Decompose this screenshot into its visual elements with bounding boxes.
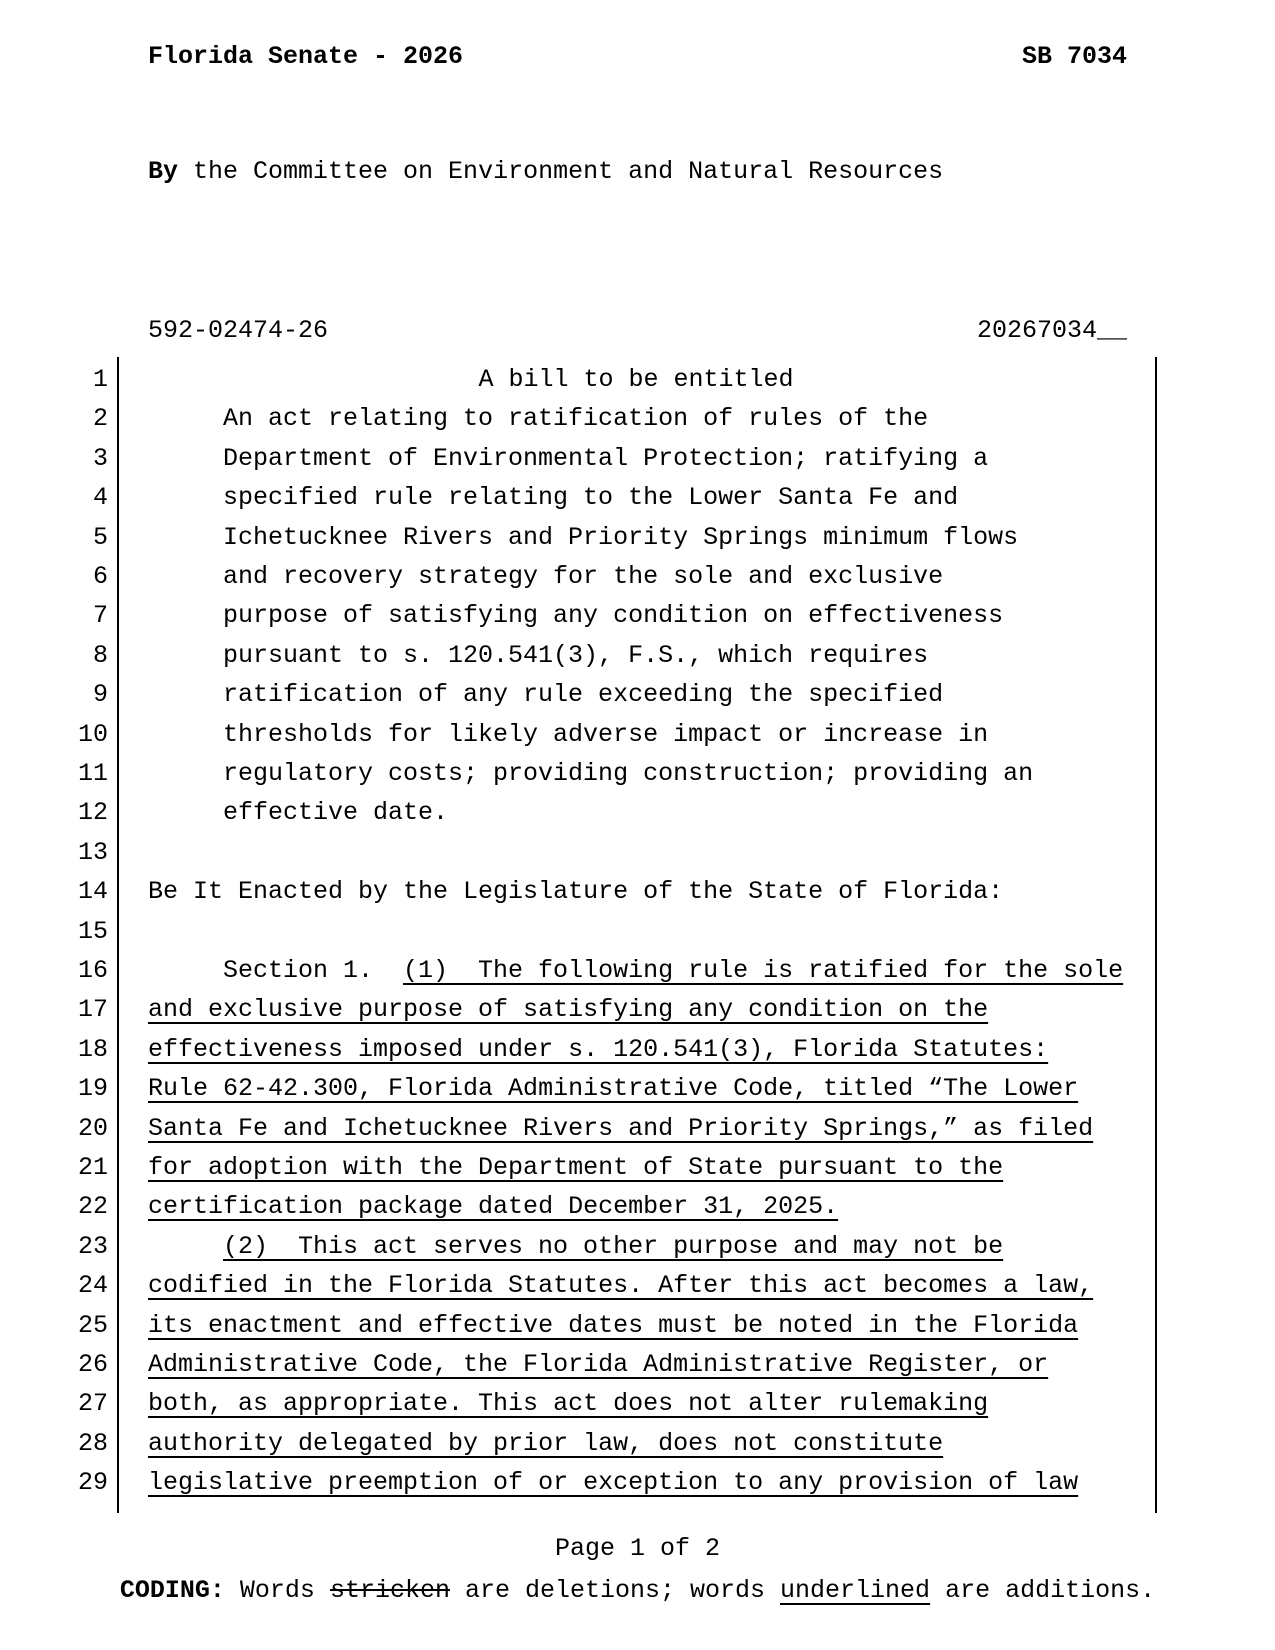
bill-line-row <box>0 879 1275 919</box>
line-text <box>148 1231 1124 1261</box>
bill-line-row <box>0 1194 1275 1234</box>
coding-text: are deletions; words <box>449 1576 781 1605</box>
line-number: 12 <box>77 798 108 828</box>
bill-line-row <box>0 682 1275 722</box>
text-segment: Section 1. <box>223 956 404 985</box>
bill-line-row <box>0 1113 1275 1156</box>
bill-code-row <box>148 318 1127 344</box>
added-text-segment: for adoption with the Department of State pursuant to the <box>148 1153 1004 1182</box>
line-text <box>148 1194 1124 1220</box>
line-number: 24 <box>77 1271 108 1301</box>
line-number: 17 <box>77 995 108 1025</box>
text-segment: and recovery strategy for the sole and exclusive <box>223 562 944 591</box>
added-text-segment: its enactment and effective dates must be noted in the Florida <box>148 1310 1079 1340</box>
bill-line-row <box>0 1428 1275 1471</box>
bill-line-row <box>0 761 1275 801</box>
byline-by-label: By <box>148 157 179 186</box>
line-number: 29 <box>77 1468 108 1498</box>
added-text-segment: Administrative Code, the Florida Administrative Register, or <box>148 1350 1049 1379</box>
coding-note <box>0 1578 1275 1604</box>
added-text-segment: Santa Fe and Ichetucknee Rivers and Priority Springs,” as filed <box>148 1113 1094 1143</box>
bill-line-row <box>0 1034 1275 1077</box>
text-segment: Ichetucknee Rivers and Priority Springs minimum flows <box>223 522 1019 552</box>
line-text <box>148 443 1124 473</box>
line-number: 15 <box>77 916 108 946</box>
line-number: 9 <box>92 680 108 710</box>
bill-line-row <box>0 1391 1275 1431</box>
page-number-label: Page 1 of 2 <box>554 1534 721 1563</box>
line-text <box>148 761 1124 787</box>
line-number: 5 <box>92 522 108 552</box>
added-text-segment: (2) This act serves no other purpose and may not be <box>223 1231 1004 1261</box>
line-number: 18 <box>77 1034 108 1064</box>
line-number: 13 <box>77 837 108 867</box>
text-segment: pursuant to s. 120.541(3), F.S., which requires <box>223 640 929 670</box>
bill-line-row <box>0 1470 1275 1510</box>
line-number: 22 <box>77 1192 108 1222</box>
line-number: 28 <box>77 1428 108 1458</box>
coding-text: Words <box>224 1576 330 1605</box>
line-number: 2 <box>92 404 108 434</box>
line-number: 19 <box>77 1074 108 1104</box>
bill-line-row <box>0 522 1275 565</box>
added-text-segment: legislative preemption of or exception to any provision of law <box>148 1468 1079 1498</box>
text-segment: An act relating to ratification of rules of the <box>223 404 929 434</box>
line-text <box>148 719 1124 749</box>
line-text <box>148 1034 1124 1064</box>
bill-line-row <box>0 443 1275 486</box>
line-text <box>148 640 1124 670</box>
bill-line-row <box>0 837 1275 880</box>
bill-line-row <box>0 958 1275 998</box>
text-segment: Department of Environmental Protection; ratifying a <box>223 443 989 473</box>
line-text <box>148 522 1124 552</box>
coding-text: are additions. <box>930 1576 1156 1605</box>
added-text-segment: codified in the Florida Statutes. After this act becomes a law, <box>148 1271 1094 1301</box>
added-text-segment: and exclusive purpose of satisfying any condition on the <box>148 995 989 1025</box>
bill-line-row <box>0 1310 1275 1353</box>
line-number: 1 <box>92 365 108 394</box>
header-bill-number: SB 7034 <box>1021 42 1127 71</box>
text-segment: regulatory costs; providing construction; providing an <box>223 759 1034 788</box>
bill-line-row <box>0 719 1275 762</box>
line-number: 6 <box>92 562 108 591</box>
bill-line-row <box>0 406 1275 446</box>
line-text <box>148 1076 1124 1102</box>
session-bill-number: 20267034__ <box>976 316 1127 345</box>
line-number: 14 <box>77 877 108 907</box>
text-segment: effective date. <box>223 798 449 828</box>
byline-committee-text: the Committee on Environment and Natural Resources <box>178 157 944 186</box>
line-number: 16 <box>77 956 108 985</box>
coding-label: CODING: <box>119 1576 225 1605</box>
added-text-segment: authority delegated by prior law, does not constitute <box>148 1428 944 1458</box>
bill-line-row <box>0 367 1275 407</box>
line-text <box>148 1310 1124 1340</box>
bill-line-row <box>0 603 1275 643</box>
line-number: 10 <box>77 719 108 749</box>
line-number: 25 <box>77 1310 108 1340</box>
text-segment: Be It Enacted by the Legislature of the State of Florida: <box>148 877 1004 907</box>
line-number: 23 <box>77 1231 108 1261</box>
line-text <box>148 1113 1124 1143</box>
bill-line-row <box>0 1273 1275 1313</box>
bill-line-row <box>0 485 1275 525</box>
bill-line-row <box>0 1352 1275 1392</box>
text-segment: specified rule relating to the Lower Santa Fe and <box>223 483 959 513</box>
line-text <box>148 406 1124 432</box>
line-text <box>148 1155 1124 1181</box>
line-text <box>148 1470 1124 1496</box>
text-segment: thresholds for likely adverse impact or increase in <box>223 719 989 749</box>
line-number: 8 <box>92 640 108 670</box>
text-segment: A bill to be entitled <box>478 365 794 394</box>
line-number: 26 <box>77 1350 108 1379</box>
coding-stricken-example: stricken <box>329 1576 450 1605</box>
header-row <box>148 44 1127 70</box>
line-number: 20 <box>77 1113 108 1143</box>
bill-line-row <box>0 916 1275 959</box>
coding-underlined-example: underlined <box>780 1576 931 1605</box>
line-text <box>148 879 1124 905</box>
added-text-segment: Rule 62-42.300, Florida Administrative Code, titled “The Lower <box>148 1074 1079 1104</box>
added-text-segment: (1) The following rule is ratified for the sole <box>403 956 1124 985</box>
bill-line-row <box>0 1155 1275 1195</box>
bill-line-row <box>0 564 1275 604</box>
bill-line-row <box>0 640 1275 683</box>
text-segment: ratification of any rule exceeding the specified <box>223 680 944 710</box>
added-text-segment: effectiveness imposed under s. 120.541(3), Florida Statutes: <box>148 1034 1049 1064</box>
header-left-title: Florida Senate - 2026 <box>148 42 464 71</box>
byline <box>148 159 943 185</box>
line-text <box>148 367 1124 393</box>
added-text-segment: certification package dated December 31, 2025. <box>148 1192 839 1222</box>
line-text <box>148 682 1124 708</box>
line-number: 3 <box>92 443 108 473</box>
text-segment: purpose of satisfying any condition on effectiveness <box>223 601 1004 631</box>
line-number: 27 <box>77 1389 108 1419</box>
line-text <box>148 1391 1124 1417</box>
bill-line-row <box>0 800 1275 840</box>
bill-line-row <box>0 997 1275 1037</box>
line-text <box>148 485 1124 511</box>
bill-line-row <box>0 1231 1275 1274</box>
bill-code: 592-02474-26 <box>148 316 329 345</box>
line-text <box>148 958 1124 984</box>
line-text <box>148 1352 1124 1378</box>
bill-line-row <box>0 1076 1275 1116</box>
line-text <box>148 997 1124 1023</box>
line-number: 21 <box>77 1153 108 1182</box>
line-number: 11 <box>77 759 108 788</box>
line-text <box>148 1428 1124 1458</box>
line-number: 7 <box>92 601 108 631</box>
line-text <box>148 603 1124 629</box>
line-text <box>148 1273 1124 1299</box>
line-text <box>148 800 1124 826</box>
line-number: 4 <box>92 483 108 513</box>
line-text <box>148 564 1124 590</box>
added-text-segment: both, as appropriate. This act does not alter rulemaking <box>148 1389 989 1419</box>
